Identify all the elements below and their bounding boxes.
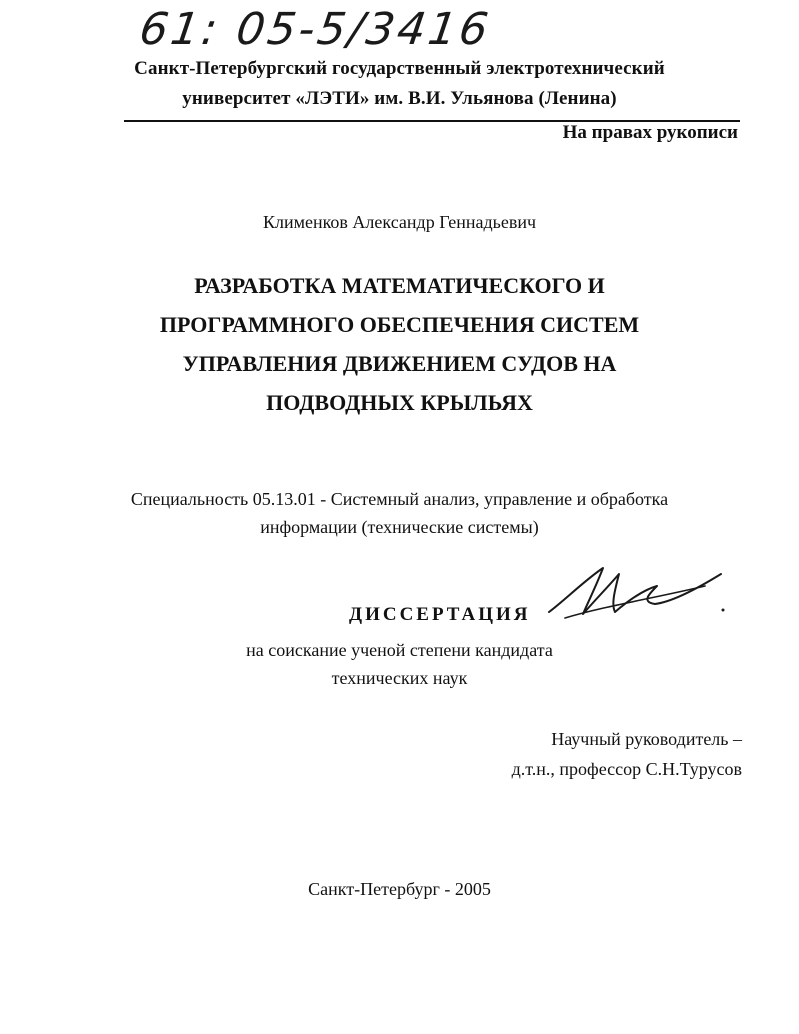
supervisor [512,724,742,784]
document-type: ДИССЕРТАЦИЯ [349,604,531,625]
title-line-4: ПОДВОДНЫХ КРЫЛЬЯХ [266,390,533,415]
specialty-line-2: информации (технические системы) [260,517,539,537]
city-year: Санкт-Петербург - 2005 [308,879,491,899]
degree-line-2: технических наук [331,668,468,688]
title-line-1: РАЗРАБОТКА МАТЕМАТИЧЕСКОГО И [194,273,605,298]
title-line-2: ПРОГРАММНОГО ОБЕСПЕЧЕНИЯ СИСТЕМ [159,312,640,337]
rights-note: На правах рукописи [562,122,738,143]
author-name: Клименков Александр Геннадьевич [262,212,537,232]
archive-stamp: 61: 05-5/3416 [136,4,495,55]
degree-line-1: на соискание ученой степени кандидата [246,640,553,660]
supervisor-label: Научный руководитель – [551,729,742,749]
specialty [0,485,799,541]
handwritten-signature-icon [545,560,735,630]
university-line-2: университет «ЛЭТИ» им. В.И. Ульянова (Ленина) [182,88,617,109]
university-line-1: Санкт-Петербургский государственный электротехнический [134,58,665,79]
degree [0,636,799,692]
dissertation-title [0,266,799,422]
supervisor-name: д.т.н., профессор С.Н.Турусов [511,759,742,779]
specialty-line-1: Специальность 05.13.01 - Системный анализ, управление и обработка [130,489,669,509]
title-line-3: УПРАВЛЕНИЯ ДВИЖЕНИЕМ СУДОВ НА [182,351,617,376]
university-name [0,54,799,114]
